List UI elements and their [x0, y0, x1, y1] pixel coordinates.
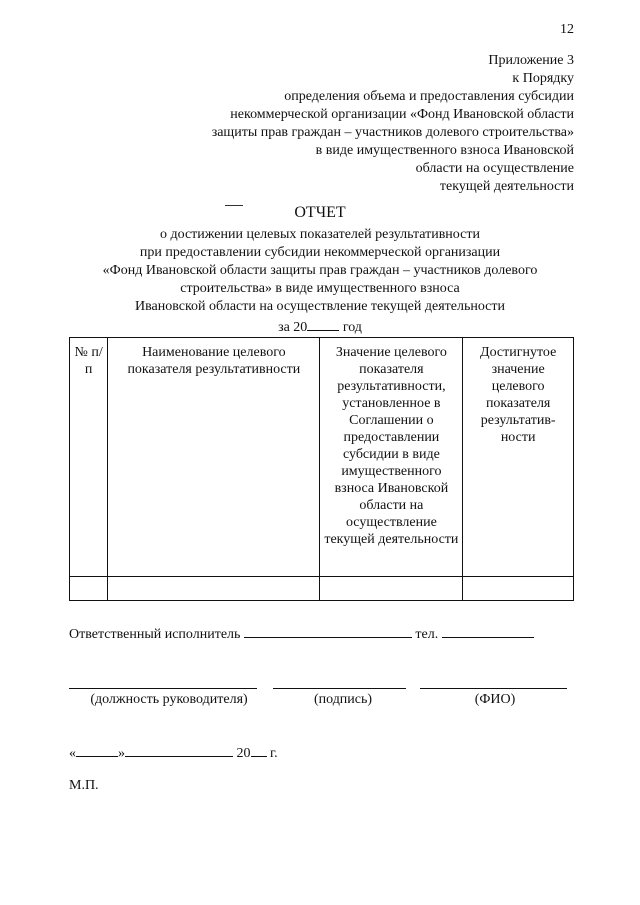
signature-line[interactable] [273, 688, 406, 689]
appendix-line: области на осуществление [415, 161, 574, 176]
name-line[interactable] [420, 688, 567, 689]
date-year-prefix: 20 [236, 746, 251, 761]
responsible-row [69, 623, 534, 643]
appendix-line: к Порядку [512, 71, 574, 86]
table-cell[interactable] [70, 577, 108, 601]
appendix-line: защиты прав граждан – участников долевого строительства» [211, 125, 574, 140]
appendix-line: текущей деятельности [439, 179, 574, 194]
appendix-line: некоммерческой организации «Фонд Ивановской области [230, 107, 574, 122]
date-row [69, 742, 278, 762]
header-number: № п/п [70, 338, 108, 577]
appendix-line: Приложение 3 [488, 53, 574, 68]
date-year-blank[interactable] [251, 742, 267, 757]
indicators-table [69, 337, 574, 601]
month-blank[interactable] [125, 742, 233, 757]
year-blank[interactable] [307, 316, 339, 331]
subtitle-line: о достижении целевых показателей результативности [160, 227, 480, 242]
table-header-row [70, 338, 574, 577]
table-cell[interactable] [108, 577, 320, 601]
position-label: (должность руководителя) [90, 692, 248, 707]
appendix-line: в виде имущественного взноса Ивановской [315, 143, 574, 158]
header-indicator-name: Наименование целевого показателя результативности [108, 338, 320, 577]
table-row [70, 577, 574, 601]
date-year-suffix: г. [270, 746, 278, 761]
subtitle-line: «Фонд Ивановской области защиты прав граждан – участников долевого [102, 263, 538, 278]
responsible-blank[interactable] [244, 623, 412, 638]
position-line[interactable] [69, 688, 257, 689]
header-target-value: Значение целевого показателя результативности, установленное в Соглашении о предоставлении субсидии в виде имущественного взноса Ивановской области на осуществление текущей деятельности [320, 338, 463, 577]
report-title: ОТЧЕТ [294, 204, 346, 221]
date-close-quote: » [118, 746, 125, 761]
table-cell[interactable] [320, 577, 463, 601]
report-year-line [40, 316, 600, 337]
subtitle-line: при предоставлении субсидии некоммерческой организации [139, 245, 501, 260]
subtitle-line: Ивановской области на осуществление текущей деятельности [134, 299, 505, 314]
name-label: (ФИО) [474, 692, 516, 707]
header-achieved-value: Достигнутое значение целевого показателя результатив-ности [463, 338, 574, 577]
responsible-label: Ответственный исполнитель [69, 627, 241, 642]
phone-label: тел. [415, 627, 439, 642]
year-prefix: за 20 [278, 320, 308, 335]
page-number: 12 [560, 22, 574, 37]
date-open-quote: « [69, 746, 76, 761]
subtitle-line: строительства» в виде имущественного взноса [180, 281, 460, 296]
day-blank[interactable] [76, 742, 118, 757]
year-suffix: год [342, 320, 362, 335]
report-subtitle [40, 226, 600, 337]
stamp-label: М.П. [69, 778, 99, 793]
phone-blank[interactable] [442, 623, 534, 638]
table-cell[interactable] [463, 577, 574, 601]
appendix-line: определения объема и предоставления субсидии [284, 89, 574, 104]
signature-label: (подпись) [313, 692, 373, 707]
appendix-header [212, 52, 574, 196]
